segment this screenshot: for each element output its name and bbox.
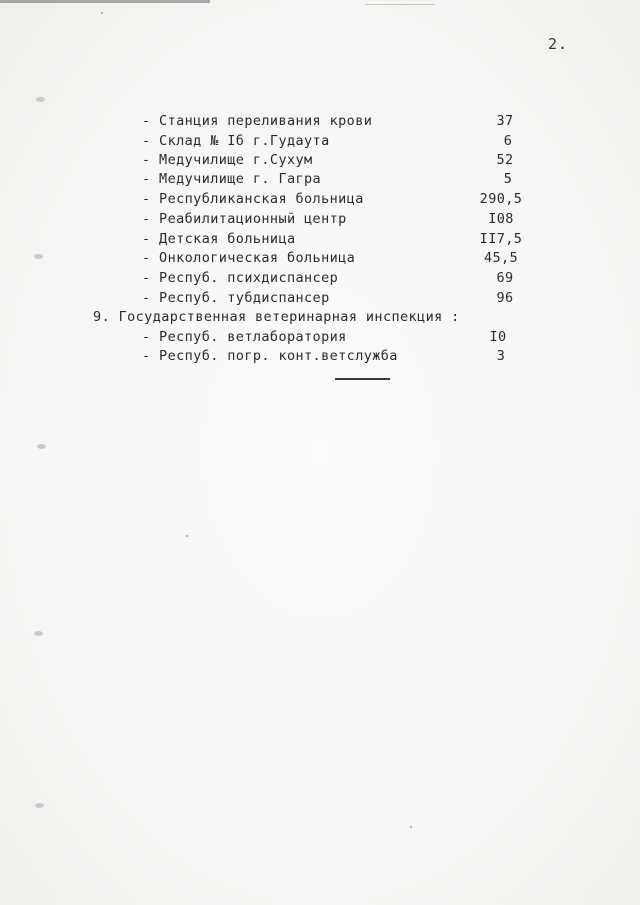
punch-hole-mark xyxy=(36,97,45,102)
list-item-label: - Склад № Іб г.Гудаута xyxy=(142,133,330,149)
list-item-value: 37 xyxy=(496,113,514,129)
list-item-label: - Респуб. погр. конт.ветслужба xyxy=(142,348,398,364)
scan-speck xyxy=(186,535,188,537)
list-item-value: 3 xyxy=(496,348,506,364)
punch-hole-mark xyxy=(35,803,44,808)
list-item-value: 52 xyxy=(496,152,514,168)
list-item-label: - Медучилище г.Сухум xyxy=(142,152,313,168)
scan-edge-mark xyxy=(365,4,435,5)
list-item-label: - Респуб. ветлаборатория xyxy=(142,329,347,345)
list-item-value: І0 xyxy=(489,329,507,345)
section-heading: 9. Государственная ветеринарная инспекция : xyxy=(93,309,460,325)
scan-speck xyxy=(410,826,412,828)
page-number: 2. xyxy=(548,35,569,53)
list-item-label: - Детская больница xyxy=(142,231,296,247)
list-item-value: ІІ7,5 xyxy=(479,231,523,247)
list-item-value: 6 xyxy=(503,133,513,149)
list-item-value: 96 xyxy=(496,290,514,306)
list-item-value: 5 xyxy=(503,171,513,187)
list-item-value: 290,5 xyxy=(479,191,523,207)
list-item-value: І08 xyxy=(488,211,514,227)
closing-rule xyxy=(335,378,390,380)
list-item-label: - Реабилитационный центр xyxy=(142,211,347,227)
list-item-label: - Республиканская больница xyxy=(142,191,364,207)
list-item-value: 45,5 xyxy=(483,250,519,266)
list-item-label: - Медучилище г. Гагра xyxy=(142,171,322,187)
list-item-label: - Респуб. тубдиспансер xyxy=(142,290,330,306)
punch-hole-mark xyxy=(34,631,43,636)
list-item-label: - Респуб. психдиспансер xyxy=(142,270,339,286)
scan-edge-mark xyxy=(0,0,210,3)
list-item-label: - Онкологическая больница xyxy=(142,250,356,266)
punch-hole-mark xyxy=(34,254,43,259)
scan-speck xyxy=(101,12,103,14)
list-item-value: 69 xyxy=(496,270,514,286)
punch-hole-mark xyxy=(37,444,46,449)
list-item-label: - Станция переливания крови xyxy=(142,113,373,129)
